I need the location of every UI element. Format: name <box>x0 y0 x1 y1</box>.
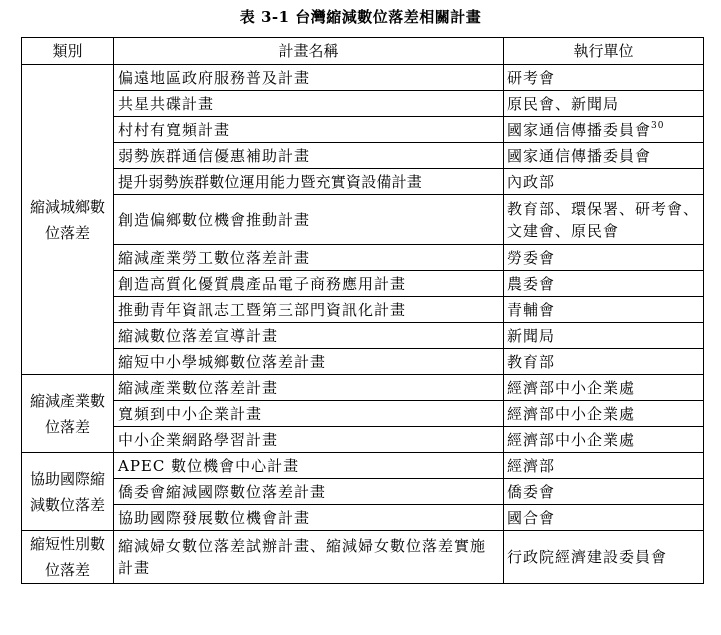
table-title: 表 3-1 台灣縮減數位落差相關計畫 <box>239 8 482 26</box>
plan-cell: 縮減產業勞工數位落差計畫 <box>114 245 504 271</box>
plan-cell: 共星共碟計畫 <box>114 91 504 117</box>
table-row <box>22 271 704 297</box>
agency-cell: 勞委會 <box>504 245 704 271</box>
table-row <box>22 117 704 143</box>
table-row <box>22 453 704 479</box>
category-cell: 縮減產業數位落差 <box>22 375 114 453</box>
category-cell: 縮短性別數位落差 <box>22 531 114 584</box>
agency-cell: 國家通信傳播委員會 <box>504 143 704 169</box>
table-row <box>22 531 704 584</box>
header-plan-name: 計畫名稱 <box>114 38 504 65</box>
plan-cell: 縮減數位落差宣導計畫 <box>114 323 504 349</box>
plan-cell: APEC 數位機會中心計畫 <box>114 453 504 479</box>
header-category: 類別 <box>22 38 114 65</box>
table-row <box>22 297 704 323</box>
agency-cell: 國合會 <box>504 505 704 531</box>
agency-cell: 教育部、環保署、研考會、文建會、原民會 <box>504 195 704 245</box>
table-row <box>22 91 704 117</box>
agency-cell: 青輔會 <box>504 297 704 323</box>
plan-cell: 創造高質化優質農產品電子商務應用計畫 <box>114 271 504 297</box>
agency-cell: 原民會、新聞局 <box>504 91 704 117</box>
plan-cell: 縮減產業數位落差計畫 <box>114 375 504 401</box>
table-row <box>22 401 704 427</box>
agency-cell <box>504 117 704 143</box>
table-header-row <box>22 38 704 65</box>
agency-cell: 行政院經濟建設委員會 <box>504 531 704 584</box>
table-row <box>22 375 704 401</box>
table-row <box>22 245 704 271</box>
plan-cell: 提升弱勢族群數位運用能力暨充實資設備計畫 <box>114 169 504 195</box>
table-row <box>22 427 704 453</box>
plan-cell: 中小企業網路學習計畫 <box>114 427 504 453</box>
agency-cell: 教育部 <box>504 349 704 375</box>
table-row <box>22 169 704 195</box>
agency-cell: 經濟部中小企業處 <box>504 427 704 453</box>
plan-cell: 寬頻到中小企業計畫 <box>114 401 504 427</box>
table-row <box>22 195 704 245</box>
table-row <box>22 143 704 169</box>
plan-cell: 推動青年資訊志工暨第三部門資訊化計畫 <box>114 297 504 323</box>
table-row <box>22 505 704 531</box>
agency-cell: 僑委會 <box>504 479 704 505</box>
plan-cell: 縮減婦女數位落差試辦計畫、縮減婦女數位落差實施計畫 <box>114 531 504 584</box>
agency-cell: 經濟部 <box>504 453 704 479</box>
plan-cell: 創造偏鄉數位機會推動計畫 <box>114 195 504 245</box>
plan-cell: 協助國際發展數位機會計畫 <box>114 505 504 531</box>
agency-cell: 農委會 <box>504 271 704 297</box>
table-row <box>22 323 704 349</box>
plan-cell: 縮短中小學城鄉數位落差計畫 <box>114 349 504 375</box>
footnote-marker: 30 <box>651 120 665 131</box>
agency-cell: 經濟部中小企業處 <box>504 401 704 427</box>
agency-cell: 內政部 <box>504 169 704 195</box>
header-agency: 執行單位 <box>504 38 704 65</box>
plan-cell: 村村有寬頻計畫 <box>114 117 504 143</box>
table-row <box>22 65 704 91</box>
table-row <box>22 349 704 375</box>
plan-cell: 偏遠地區政府服務普及計畫 <box>114 65 504 91</box>
plan-cell: 僑委會縮減國際數位落差計畫 <box>114 479 504 505</box>
agency-cell: 新聞局 <box>504 323 704 349</box>
plan-cell: 弱勢族群通信優惠補助計畫 <box>114 143 504 169</box>
table-row <box>22 479 704 505</box>
agency-cell: 經濟部中小企業處 <box>504 375 704 401</box>
digital-divide-plans-table <box>21 37 704 584</box>
agency-cell: 研考會 <box>504 65 704 91</box>
category-cell: 協助國際縮減數位落差 <box>22 453 114 531</box>
category-cell: 縮減城鄉數位落差 <box>22 65 114 375</box>
agency-text: 國家通信傳播委員會 <box>507 120 652 139</box>
